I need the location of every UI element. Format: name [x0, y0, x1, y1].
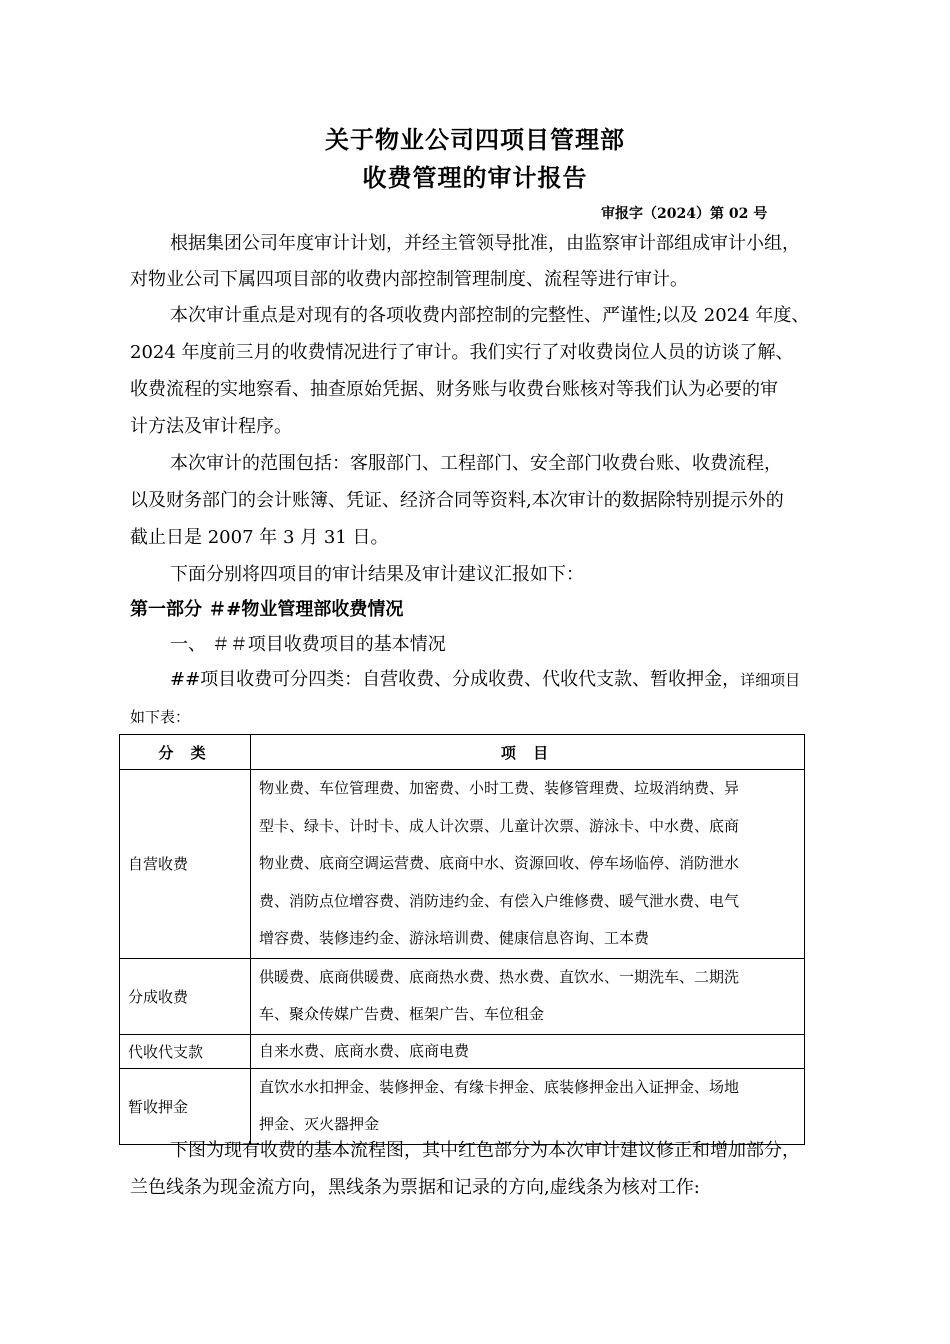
paragraph-line: 收费流程的实地察看、抽查原始凭据、财务账与收费台账核对等我们认为必要的审 [130, 379, 778, 400]
items-line: 费、消防点位增容费、消防违约金、有偿入户维修费、暖气泄水费、电气 [259, 891, 740, 910]
table-intro-main: ##项目收费可分四类：自营收费、分成收费、代收代支款、暂收押金， [170, 669, 741, 690]
category-cell: 自营收费 [120, 770, 251, 959]
category-cell: 分成收费 [120, 958, 251, 1034]
paragraph-line: 对物业公司下属四项目部的收费内部控制管理制度、流程等进行审计。 [130, 269, 688, 290]
items-cell [251, 1034, 805, 1068]
report-title-line-1: 关于物业公司四项目管理部 [325, 125, 625, 154]
table-header-row [120, 735, 805, 770]
items-line: 押金、灭火器押金 [259, 1115, 380, 1133]
paragraph-line: 2024 年度前三月的收费情况进行了审计。我们实行了对收费岗位人员的访谈了解、 [130, 342, 794, 363]
header-category: 分 类 [120, 735, 251, 770]
header-items: 项 目 [251, 735, 805, 770]
paragraph-line: 兰色线条为现金流方向，黑线条为票据和记录的方向,虚线条为核对工作: [130, 1177, 700, 1198]
table-row [120, 1034, 805, 1068]
items-line: 供暖费、底商供暖费、底商热水费、热水费、直饮水、一期洗车、二期洗 [259, 967, 740, 986]
items-line: 增容费、装修违约金、游泳培训费、健康信息咨询、工本费 [259, 929, 650, 947]
paragraph-line: 下图为现有收费的基本流程图，其中红色部分为本次审计建议修正和增加部分， [170, 1140, 800, 1161]
items-line: 型卡、绿卡、计时卡、成人计次票、儿童计次票、游泳卡、中水费、底商 [259, 816, 740, 835]
category-cell: 暂收押金 [120, 1068, 251, 1144]
items-line: 自来水费、底商水费、底商电费 [259, 1041, 470, 1060]
table-row [120, 1068, 805, 1144]
items-line: 物业费、底商空调运营费、底商中水、资源回收、停车场临停、消防泄水 [259, 854, 740, 872]
items-cell [251, 1068, 805, 1144]
subsection-heading: 一、 ＃＃项目收费项目的基本情况 [170, 634, 446, 655]
document-number: 审报字（2024）第 02 号 [601, 206, 768, 222]
paragraph-line: 以及财务部门的会计账簿、凭证、经济合同等资料,本次审计的数据除特别提示外的 [130, 490, 784, 511]
paragraph-line: 本次审计的范围包括：客服部门、工程部门、安全部门收费台账、收费流程， [170, 453, 782, 474]
items-line: 车、聚众传媒广告费、框架广告、车位租金 [259, 1005, 545, 1023]
fee-category-table [119, 734, 805, 1145]
items-line: 直饮水水扣押金、装修押金、有缘卡押金、底装修押金出入证押金、场地 [259, 1077, 740, 1096]
paragraph-line: 根据集团公司年度审计计划，并经主管领导批准，由监察审计部组成审计小组， [170, 233, 800, 254]
table-row [120, 958, 805, 1034]
category-cell: 代收代支款 [120, 1034, 251, 1068]
table-intro-small: 详细项目 [740, 671, 801, 689]
items-cell [251, 770, 805, 959]
table-intro [170, 668, 850, 692]
section-heading: 第一部分 ＃#物业管理部收费情况 [130, 599, 404, 620]
report-title-line-2: 收费管理的审计报告 [362, 163, 588, 192]
table-intro-line-2: 如下表： [130, 708, 191, 726]
items-cell [251, 958, 805, 1034]
paragraph-line: 计方法及审计程序。 [130, 416, 292, 437]
items-line: 物业费、车位管理费、加密费、小时工费、装修管理费、垃圾消纳费、异 [259, 779, 740, 797]
paragraph-line: 本次审计重点是对现有的各项收费内部控制的完整性、严谨性;以及 2024 年度、 [170, 305, 810, 326]
paragraph-line: 下面分别将四项目的审计结果及审计建议汇报如下： [170, 564, 584, 585]
table-row [120, 770, 805, 959]
paragraph-line: 截止日是 2007 年 3 月 31 日。 [130, 527, 389, 548]
